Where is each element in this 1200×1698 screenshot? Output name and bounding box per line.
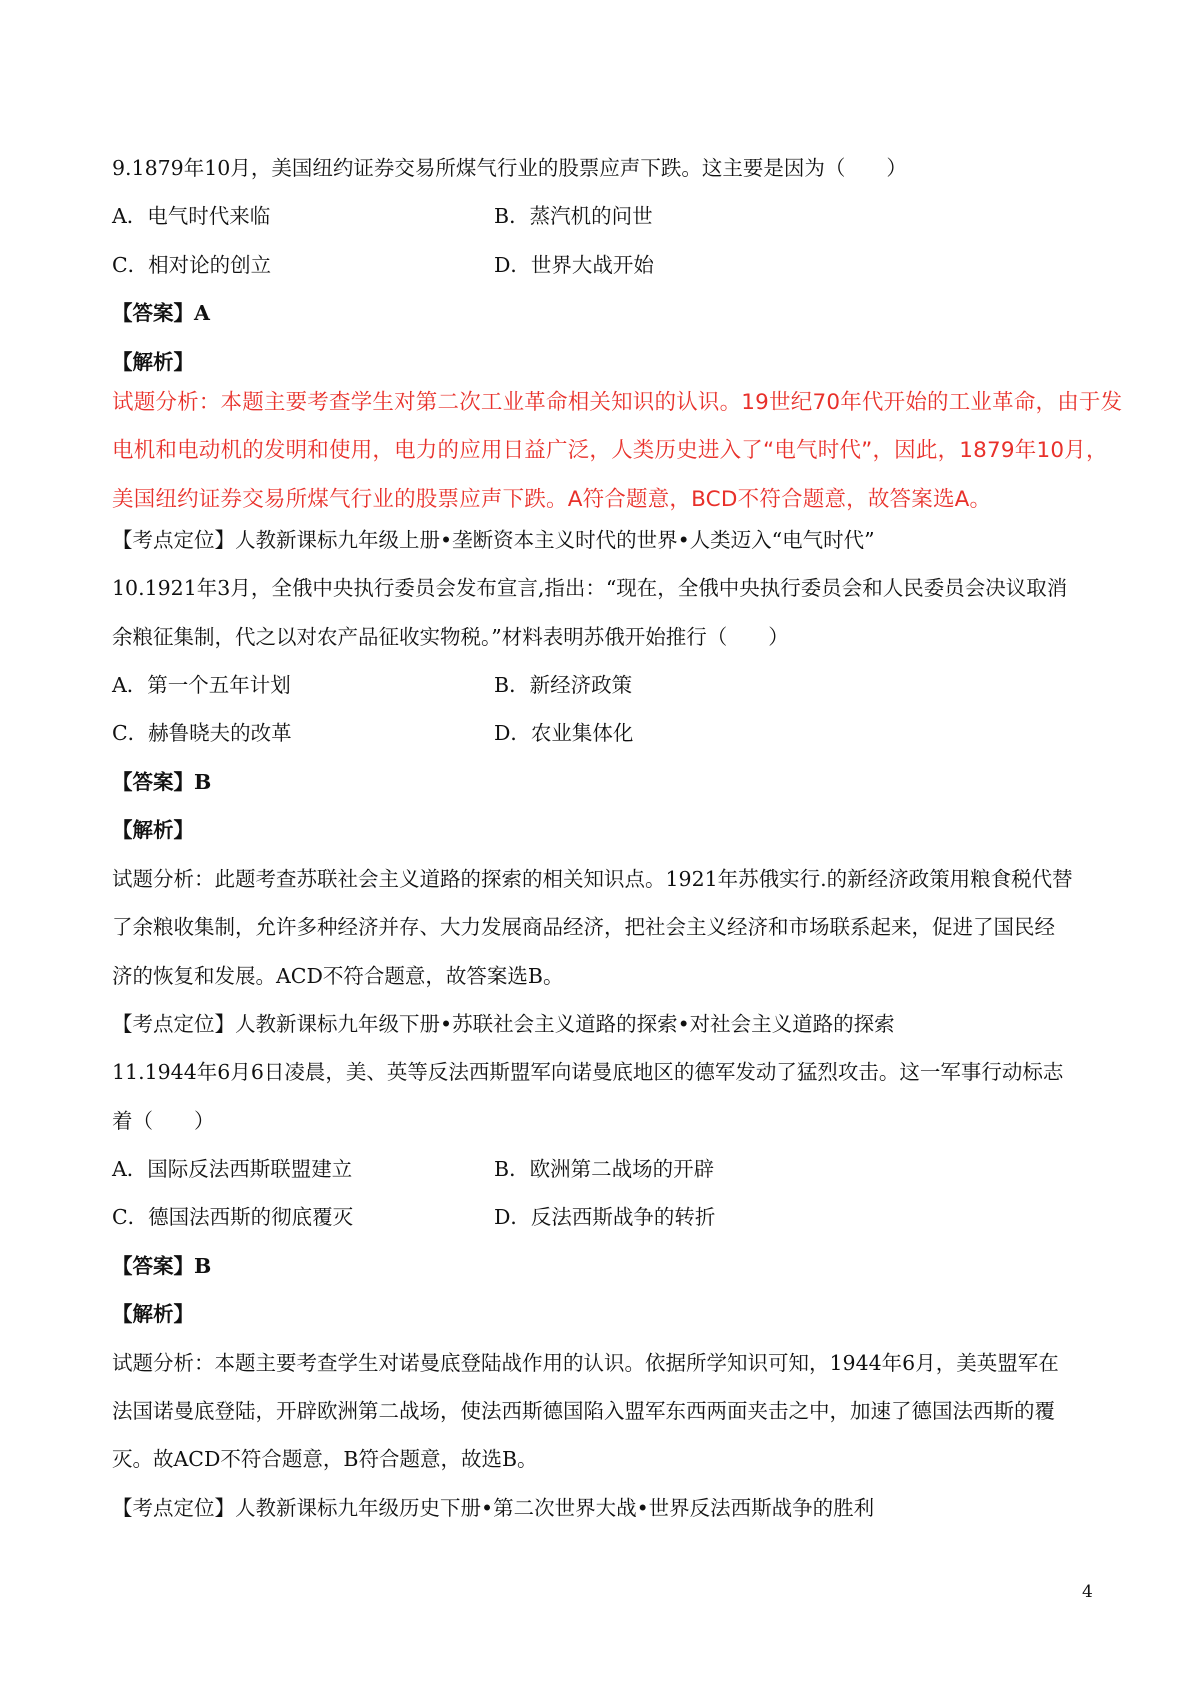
question-11-stem-line-2: 着（ ） — [112, 1109, 215, 1133]
question-10-option-a: A．第一个五年计划 — [112, 673, 291, 697]
question-11-option-c: C．德国法西斯的彻底覆灭 — [112, 1205, 354, 1229]
question-11-answer: 【答案】B — [112, 1254, 212, 1278]
question-10-analysis-label: 【解析】 — [112, 818, 194, 842]
page-number: 4 — [1082, 1582, 1093, 1602]
question-10-answer: 【答案】B — [112, 770, 212, 794]
question-10-kaodian: 【考点定位】人教新课标九年级下册•苏联社会主义道路的探索•对社会主义道路的探索 — [112, 1012, 895, 1036]
question-9-option-a: A．电气时代来临 — [112, 204, 271, 228]
question-9-analysis-line-3: 美国纽约证券交易所煤气行业的股票应声下跌。A符合题意，BCD不符合题意，故答案选A。 — [112, 487, 992, 512]
question-11-stem-line-1: 11.1944年6月6日凌晨，美、英等反法西斯盟军向诺曼底地区的德军发动了猛烈攻击。这一军事行动标志 — [112, 1060, 1064, 1084]
question-11-option-a: A．国际反法西斯联盟建立 — [112, 1157, 353, 1181]
question-10-option-d: D．农业集体化 — [494, 721, 634, 745]
question-10-option-c: C．赫鲁晓夫的改革 — [112, 721, 292, 745]
question-11-option-b: B．欧洲第二战场的开辟 — [494, 1157, 715, 1181]
question-9-option-b: B．蒸汽机的问世 — [494, 204, 653, 228]
question-9-option-d: D．世界大战开始 — [494, 253, 654, 277]
question-11-kaodian: 【考点定位】人教新课标九年级历史下册•第二次世界大战•世界反法西斯战争的胜利 — [112, 1496, 875, 1520]
question-9-stem: 9.1879年10月，美国纽约证券交易所煤气行业的股票应声下跌。这主要是因为（ ） — [112, 156, 907, 180]
question-10-stem-line-1: 10.1921年3月，全俄中央执行委员会发布宣言,指出：“现在，全俄中央执行委员会和人民委员会决议取消 — [112, 576, 1068, 600]
question-10-analysis-line-3: 济的恢复和发展。ACD不符合题意，故答案选B。 — [112, 964, 564, 988]
question-10-analysis-line-2: 了余粮收集制，允许多种经济并存、大力发展商品经济，把社会主义经济和市场联系起来，促进了国民经 — [112, 915, 1055, 939]
question-9-analysis-line-2: 电机和电动机的发明和使用，电力的应用日益广泛，人类历史进入了“电气时代”，因此，1879年10月， — [112, 438, 1108, 463]
question-10-option-b: B．新经济政策 — [494, 673, 633, 697]
question-11-analysis-line-2: 法国诺曼底登陆，开辟欧洲第二战场，使法西斯德国陷入盟军东西两面夹击之中，加速了德国法西斯的覆 — [112, 1399, 1055, 1423]
question-10-stem-line-2: 余粮征集制，代之以对农产品征收实物税。”材料表明苏俄开始推行（ ） — [112, 625, 789, 649]
question-9-analysis-line-1: 试题分析：本题主要考查学生对第二次工业革命相关知识的认识。19世纪70年代开始的工业革命，由于发 — [112, 390, 1123, 415]
question-10-analysis-line-1: 试题分析：此题考查苏联社会主义道路的探索的相关知识点。1921年苏俄实行.的新经济政策用粮食税代替 — [112, 867, 1073, 891]
question-9-answer: 【答案】A — [112, 301, 210, 325]
question-11-analysis-line-3: 灭。故ACD不符合题意，B符合题意，故选B。 — [112, 1447, 538, 1471]
question-9-option-c: C．相对论的创立 — [112, 253, 272, 277]
question-11-analysis-label: 【解析】 — [112, 1302, 194, 1326]
question-9-kaodian: 【考点定位】人教新课标九年级上册•垄断资本主义时代的世界•人类迈入“电气时代” — [112, 528, 875, 552]
question-11-option-d: D．反法西斯战争的转折 — [494, 1205, 716, 1229]
question-9-analysis-label: 【解析】 — [112, 350, 194, 374]
question-11-analysis-line-1: 试题分析：本题主要考查学生对诺曼底登陆战作用的认识。依据所学知识可知，1944年6月，美英盟军在 — [112, 1351, 1059, 1375]
